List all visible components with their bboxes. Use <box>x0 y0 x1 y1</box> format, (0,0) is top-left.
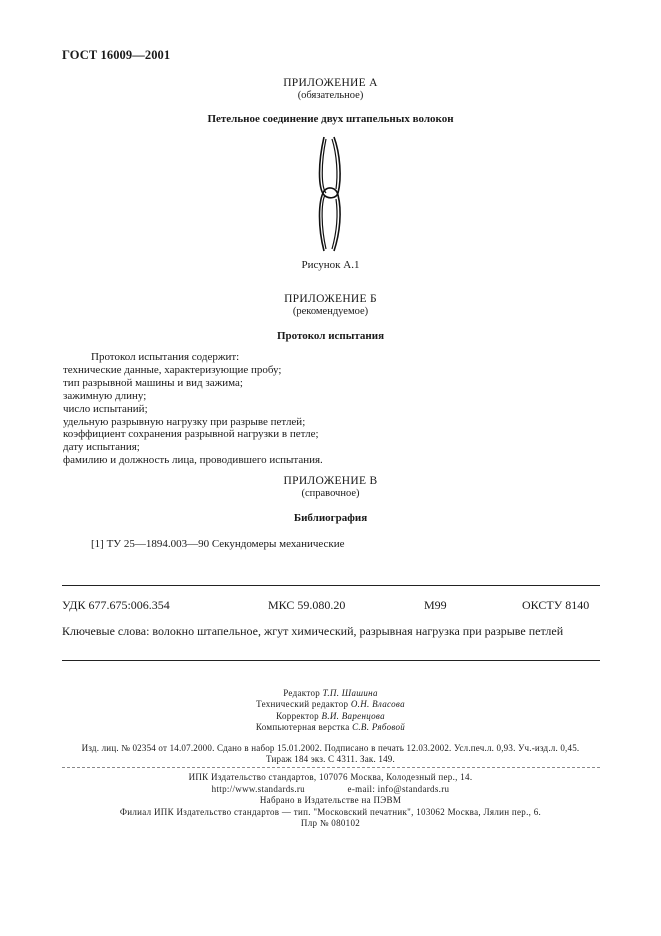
publisher-website: http://www.standards.ru <box>211 783 305 794</box>
standard-code: ГОСТ 16009—2001 <box>62 48 171 62</box>
list-item: коэффициент сохранения разрывной нагрузки в петле; <box>63 428 319 441</box>
print-info-line: Изд. лиц. № 02354 от 14.07.2000. Сдано в набор 15.01.2002. Подписано в печать 12.03.2002. Усл.печ.л. 0,93. Уч.-изд.л. 0,45. <box>81 743 580 753</box>
appendix-a-status: (обязательное) <box>297 90 364 101</box>
print-info <box>0 743 661 766</box>
list-item: дату испытания; <box>63 441 140 454</box>
dashed-divider <box>62 767 600 768</box>
bibliography-entry: [1] ТУ 25—1894.003—90 Секундомеры механические <box>91 538 345 550</box>
bibliography-heading: Библиография <box>293 512 368 524</box>
publisher-address: ИПК Издательство стандартов, 107076 Москва, Колодезный пер., 14. <box>188 772 473 782</box>
udk-code: УДК 677.675:006.354 <box>62 598 170 612</box>
appendix-a-heading: Петельное соединение двух штапельных волокон <box>207 113 454 125</box>
publisher-info <box>0 772 661 830</box>
appendix-c-title: ПРИЛОЖЕНИЕ В <box>283 475 378 487</box>
list-item: число испытаний; <box>63 402 148 415</box>
figure-caption: Рисунок А.1 <box>301 259 360 271</box>
okstu-code: ОКСТУ 8140 <box>522 598 590 612</box>
publisher-branch: Филиал ИПК Издательство стандартов — тип. "Московский печатник", 103062 Москва, Лялин пер., 6. <box>119 806 542 817</box>
list-item: зажимную длину; <box>63 389 147 402</box>
divider-top <box>62 585 600 586</box>
credit-line: Компьютерная верстка С.В. Рябовой <box>255 721 406 732</box>
divider-bottom <box>62 660 600 661</box>
publisher-license: Плр № 080102 <box>300 818 361 829</box>
appendix-b-heading: Протокол испытания <box>276 330 385 342</box>
m-code: М99 <box>424 598 447 612</box>
mks-code: МКС 59.080.20 <box>268 598 346 612</box>
list-item: удельную разрывную нагрузку при разрыве петлей; <box>63 415 306 428</box>
publisher-typeset: Набрано в Издательстве на ПЭВМ <box>259 795 402 806</box>
appendix-b-status: (рекомендуемое) <box>292 306 369 317</box>
publisher-email: e-mail: info@standards.ru <box>347 783 450 794</box>
list-item: тип разрывной машины и вид зажима; <box>63 376 243 389</box>
credit-line: Корректор В.И. Варенцова <box>276 710 385 721</box>
credit-line: Технический редактор О.Н. Власова <box>256 699 405 710</box>
protocol-list <box>63 351 323 467</box>
appendix-a-title: ПРИЛОЖЕНИЕ А <box>283 77 378 89</box>
credit-line: Редактор Т.П. Шашина <box>283 688 378 698</box>
appendix-c-status: (справочное) <box>301 488 360 499</box>
appendix-b-title: ПРИЛОЖЕНИЕ Б <box>284 293 377 305</box>
protocol-intro: Протокол испытания содержит: <box>91 351 240 363</box>
fiber-loop-figure <box>300 133 360 255</box>
credits-block <box>0 688 661 733</box>
print-info-line: Тираж 184 экз. С 4311. Зак. 149. <box>266 754 395 765</box>
list-item: фамилию и должность лица, проводившего испытания. <box>63 454 323 467</box>
list-item: технические данные, характеризующие пробу; <box>63 363 282 376</box>
keywords: Ключевые слова: волокно штапельное, жгут химический, разрывная нагрузка при разрыве петлей <box>62 624 564 638</box>
